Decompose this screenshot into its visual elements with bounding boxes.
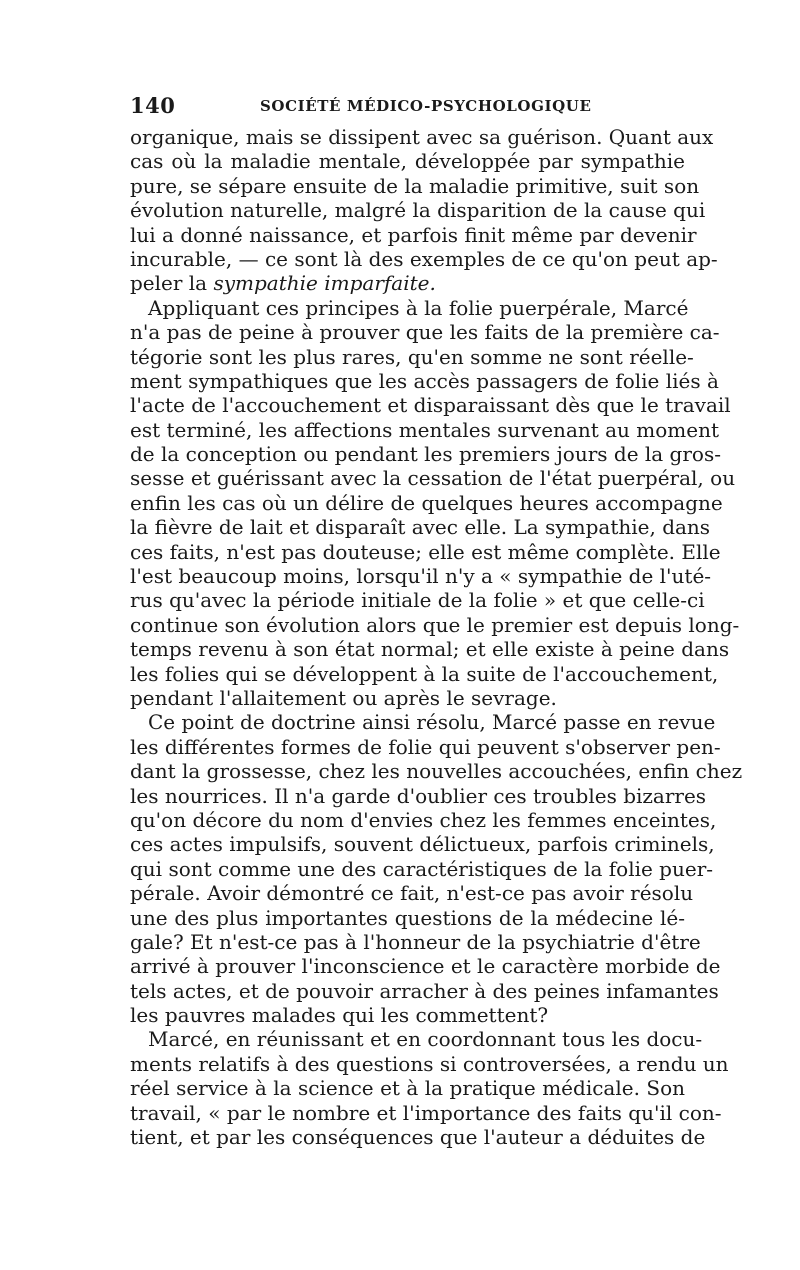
text-line: les folies qui se développent à la suite de l'accouchement, <box>130 661 719 686</box>
text-line: la fièvre de lait et disparaît avec elle. La sympathie, dans <box>130 515 711 540</box>
text-line: l'acte de l'accouchement et disparaissant dès que le travail <box>130 393 731 418</box>
running-title: SOCIÉTÉ MÉDICO-PSYCHOLOGIQUE <box>260 97 592 115</box>
text-line <box>130 271 685 295</box>
text-line: ces faits, n'est pas douteuse; elle est même complète. Elle <box>130 539 721 564</box>
text-line: enfin les cas où un délire de quelques heures accompagne <box>130 490 723 515</box>
text-line: qu'on décore du nom d'envies chez les femmes enceintes, <box>130 807 717 832</box>
text-line: de la conception ou pendant les premiers jours de la gros- <box>130 442 721 467</box>
text-line: dant la grossesse, chez les nouvelles accouchées, enfin chez <box>130 759 743 784</box>
text-line: pure, se sépare ensuite de la maladie primitive, suit son <box>130 173 700 198</box>
text-line: continue son évolution alors que le premier est depuis long- <box>130 612 740 637</box>
body-text <box>130 125 743 1150</box>
text-line: pendant l'allaitement ou après le sevrage. <box>130 685 557 710</box>
text-line: tels actes, et de pouvoir arracher à des peines infamantes <box>130 978 719 1003</box>
text-line: les différentes formes de folie qui peuvent s'observer pen- <box>130 734 721 759</box>
text-fragment: peler la <box>130 271 214 296</box>
text-line: est terminé, les affections mentales survenant au moment <box>130 417 720 442</box>
text-line: n'a pas de peine à prouver que les faits de la première ca- <box>130 320 720 345</box>
italic-phrase: sympathie imparfaite. <box>213 271 436 296</box>
text-line: cas où la maladie mentale, développée par sympathie <box>130 149 685 174</box>
paragraph-start-line: Appliquant ces principes à la folie puerpérale, Marcé <box>148 295 689 320</box>
text-line: une des plus importantes questions de la médecine lé- <box>130 905 685 930</box>
paragraph-start-line: Marcé, en réunissant et en coordonnant tous les docu- <box>148 1027 703 1052</box>
text-line: rus qu'avec la période initiale de la folie » et que celle-ci <box>130 588 705 613</box>
text-line: arrivé à prouver l'inconscience et le caractère morbide de <box>130 954 721 979</box>
text-line: organique, mais se dissipent avec sa guérison. Quant aux <box>130 125 714 149</box>
text-line: travail, « par le nombre et l'importance des faits qu'il con- <box>130 1100 722 1125</box>
text-line: ment sympathiques que les accès passagers de folie liés à <box>130 368 719 393</box>
text-line: lui a donné naissance, et parfois finit même par devenir <box>130 222 697 247</box>
text-line: l'est beaucoup moins, lorsqu'il n'y a « sympathie de l'uté- <box>130 564 712 589</box>
text-line: ces actes impulsifs, souvent délictueux, parfois criminels, <box>130 832 715 857</box>
text-line: qui sont comme une des caractéristiques de la folie puer- <box>130 856 714 881</box>
text-line: temps revenu à son état normal; et elle existe à peine dans <box>130 637 730 662</box>
text-line: évolution naturelle, malgré la disparition de la cause qui <box>130 198 706 223</box>
running-head <box>130 93 685 123</box>
text-line: sesse et guérissant avec la cessation de l'état puerpéral, ou <box>130 466 736 491</box>
text-line: les nourrices. Il n'a garde d'oublier ces troubles bizarres <box>130 783 707 808</box>
text-line: tient, et par les conséquences que l'auteur a déduites de <box>130 1125 706 1150</box>
text-line: pérale. Avoir démontré ce fait, n'est-ce pas avoir résolu <box>130 881 694 906</box>
text-line: les pauvres malades qui les commettent? <box>130 1003 549 1028</box>
text-line: réel service à la science et à la pratique médicale. Son <box>130 1076 685 1101</box>
page-number: 140 <box>130 93 176 118</box>
paragraph-start-line: Ce point de doctrine ainsi résolu, Marcé passe en revue <box>148 710 716 735</box>
text-line: gale? Et n'est-ce pas à l'honneur de la psychiatrie d'être <box>130 929 701 954</box>
text-line: incurable, — ce sont là des exemples de ce qu'on peut ap- <box>130 246 718 271</box>
text-line: tégorie sont les plus rares, qu'en somme ne sont réelle- <box>130 344 694 369</box>
text-line: ments relatifs à des questions si controversées, a rendu un <box>130 1051 729 1076</box>
